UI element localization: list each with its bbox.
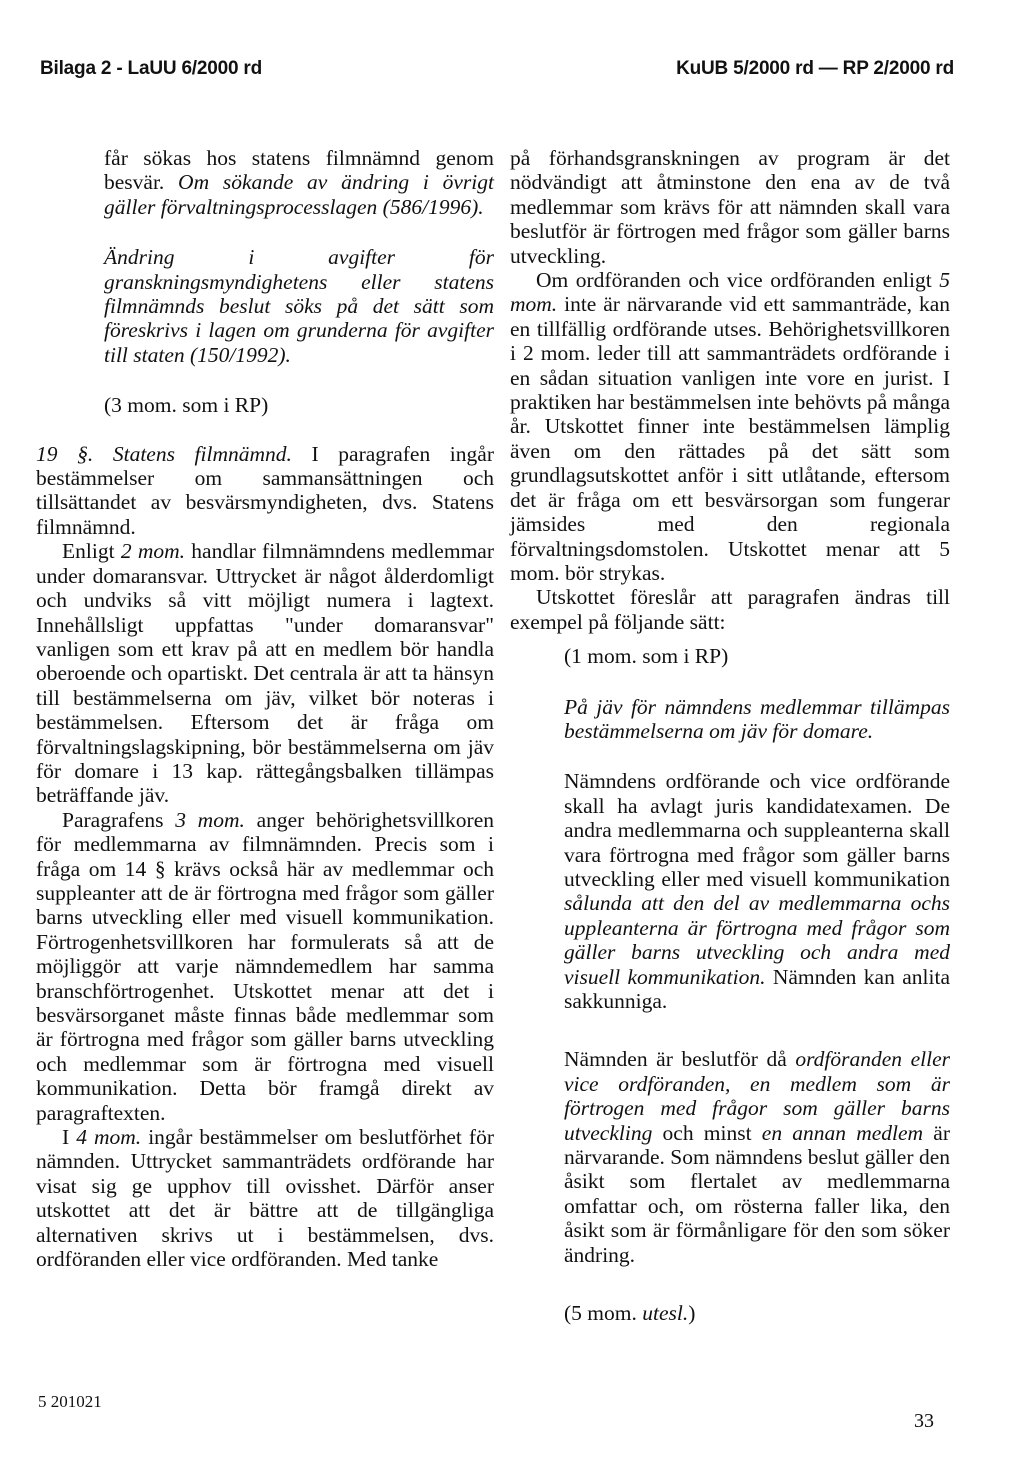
page-number: 33 bbox=[914, 1410, 934, 1432]
left-column bbox=[36, 146, 494, 1271]
right-p7-b: och minst bbox=[652, 1120, 762, 1145]
left-paragraph-6 bbox=[36, 808, 494, 1125]
right-p2-italic: 5 mom. bbox=[510, 268, 950, 317]
left-p6-a: Paragrafens bbox=[62, 807, 176, 832]
left-p4-text: I paragrafen ingår bestämmelser om sammansättningen och tillsättandet av besvärsmyndigheten, dvs. Statens filmnämnd. bbox=[36, 441, 494, 539]
left-paragraph-2: Ändring i avgifter för granskningsmyndighetens eller statens filmnämnds beslut söks på det sätt som föreskrivs i lagen om grunderna för avgifter till staten (150/1992). bbox=[104, 245, 494, 367]
left-p7-b: ingår bestämmelser om beslutförhet för nämnden. Uttrycket sammanträdets ordförande har visat sig ge upphov till ovisshet. Därför anser utskottet att det är bättre att de tillgängliga alternativen skrivs ut i bestämmelsen, dvs. ordföranden eller vice ordföranden. Med tanke bbox=[36, 1125, 494, 1272]
left-p7-italic: 4 mom. bbox=[76, 1125, 142, 1150]
left-p6-b: anger behörighetsvillkoren för medlemmarna av filmnämnden. Precis som i fråga om 14 § krävs också här av medlemmar och suppleanter att de är förtrogna med frågor som gäller barns utveckling eller med visuell kommunikation. Förtrogenhetsvillkoren har formulerats så att de möjliggör att varje nämndemedlem har samma branschförtrogenhet. Utskottet menar att det i besvärsorganet måste finnas både medlemmar som är förtrogna med frågor som gäller barns utveckling och medlemmar som är förtrogna med visuell kommunikation. Detta bör framgå direkt av paragraftexten. bbox=[36, 807, 494, 1125]
left-paragraph-4 bbox=[36, 442, 494, 540]
footer-code: 5 201021 bbox=[38, 1392, 102, 1411]
right-paragraph-3: Utskottet föreslår att paragrafen ändras till exempel på följande sätt: bbox=[510, 585, 950, 634]
left-paragraph-7 bbox=[36, 1125, 494, 1271]
right-p7-italic-1: ordföranden eller vice ordföranden, en medlem som är förtrogen med frågor som gäller barns utveckling bbox=[564, 1047, 950, 1145]
right-p2-b: inte är närvarande vid ett sammanträde, kan en tillfällig ordförande utses. Behörighetsvillkoren i 2 mom. leder till att sammanträdets ordförande i en sådan situation vanligen inte vore en jurist. I praktiken har bestämmelsen inte behövts på många år. Utskottet finner inte bestämmelsen lämplig även om den rättades på det sätt som grundlagsutskottet anför i sitt utlåtande, eftersom det är fråga om ett besvärsorgan som fungerar jämsides med den regionala förvaltningsdomstolen. Utskottet menar att 5 mom. bör strykas. bbox=[510, 292, 950, 585]
left-paragraph-1 bbox=[36, 146, 494, 219]
section-heading-19: 19 §. Statens filmnämnd. bbox=[36, 441, 292, 466]
right-paragraph-1: på förhandsgranskningen av program är det nödvändigt att åtminstone den ena av de två medlemmar som krävs för att nämnden skall vara beslutför är förtrogen med frågor som gäller barns utveckling. bbox=[510, 146, 950, 268]
left-p1-text: får sökas hos statens filmnämnd genom besvär. Om sökande av ändring i övrigt gäller förvaltningsprocesslagen (586/1996). bbox=[104, 146, 494, 219]
right-p8-a: (5 mom. bbox=[564, 1301, 643, 1326]
right-p8-italic: utesl. bbox=[642, 1301, 689, 1326]
left-paragraph-5 bbox=[36, 539, 494, 807]
right-p8-b: ) bbox=[688, 1301, 696, 1326]
right-p7-c: är närvarande. Som nämndens beslut gäller den åsikt som flertalet av medlemmarna omfattar och, om rösterna faller lika, den åsikt som är förmånligare för den som söker ändring. bbox=[564, 1120, 950, 1267]
right-paragraph-4: (1 mom. som i RP) bbox=[564, 644, 729, 669]
header-right: KuUB 5/2000 rd — RP 2/2000 rd bbox=[676, 58, 954, 79]
right-paragraph-7 bbox=[510, 1047, 950, 1267]
right-paragraph-6 bbox=[510, 769, 950, 1013]
left-p6-italic: 3 mom. bbox=[175, 807, 245, 832]
left-p7-a: I bbox=[62, 1125, 77, 1150]
right-p6-a: Nämndens ordförande och vice ordförande skall ha avlagt juris kandidatexamen. De andra medlemmarna och suppleanterna skall vara förtrogna med frågor som gäller barns utveckling eller med visuell kommunikation bbox=[564, 769, 950, 891]
left-p5-italic: 2 mom. bbox=[120, 539, 186, 564]
right-p7-a: Nämnden är beslutför då bbox=[564, 1047, 796, 1072]
header-left: Bilaga 2 - LaUU 6/2000 rd bbox=[40, 58, 263, 79]
right-p6-italic: sålunda att den del av medlemmarna ochs uppleanterna är förtrogna med frågor som gäller barns utveckling och andra med visuell kommunikation. bbox=[564, 891, 950, 989]
left-p5-b: handlar filmnämndens medlemmar under domaransvar. Uttrycket är något ålderdomligt och undviks så vitt möjligt numera i lagtext. Innehållsligt uppfattas "under domaransvar" vanligen som ett krav på att en medlem bör handla oberoende och opartiskt. Det centrala är att ta hänsyn till bestämmelserna om jäv, vilket bör noteras i bestämmelsen. Eftersom det är fråga om förvaltningslagskipning, bör bestämmelserna om jäv för domare i 13 kap. rättegångsbalken tillämpas beträffande jäv. bbox=[36, 539, 494, 808]
left-p5-a: Enligt bbox=[62, 539, 121, 564]
right-p6-b: Nämnden kan anlita sakkunniga. bbox=[564, 964, 950, 1013]
right-p2-a: Om ordföranden och vice ordföranden enligt bbox=[536, 268, 940, 293]
right-paragraph-5: På jäv för nämndens medlemmar tillämpas bestämmelserna om jäv för domare. bbox=[564, 694, 950, 743]
right-p7-italic-2: en annan medlem bbox=[761, 1120, 924, 1145]
left-paragraph-3: (3 mom. som i RP) bbox=[104, 393, 269, 418]
right-paragraph-2 bbox=[510, 268, 950, 585]
right-column bbox=[510, 146, 950, 1325]
right-paragraph-8 bbox=[510, 1301, 950, 1325]
